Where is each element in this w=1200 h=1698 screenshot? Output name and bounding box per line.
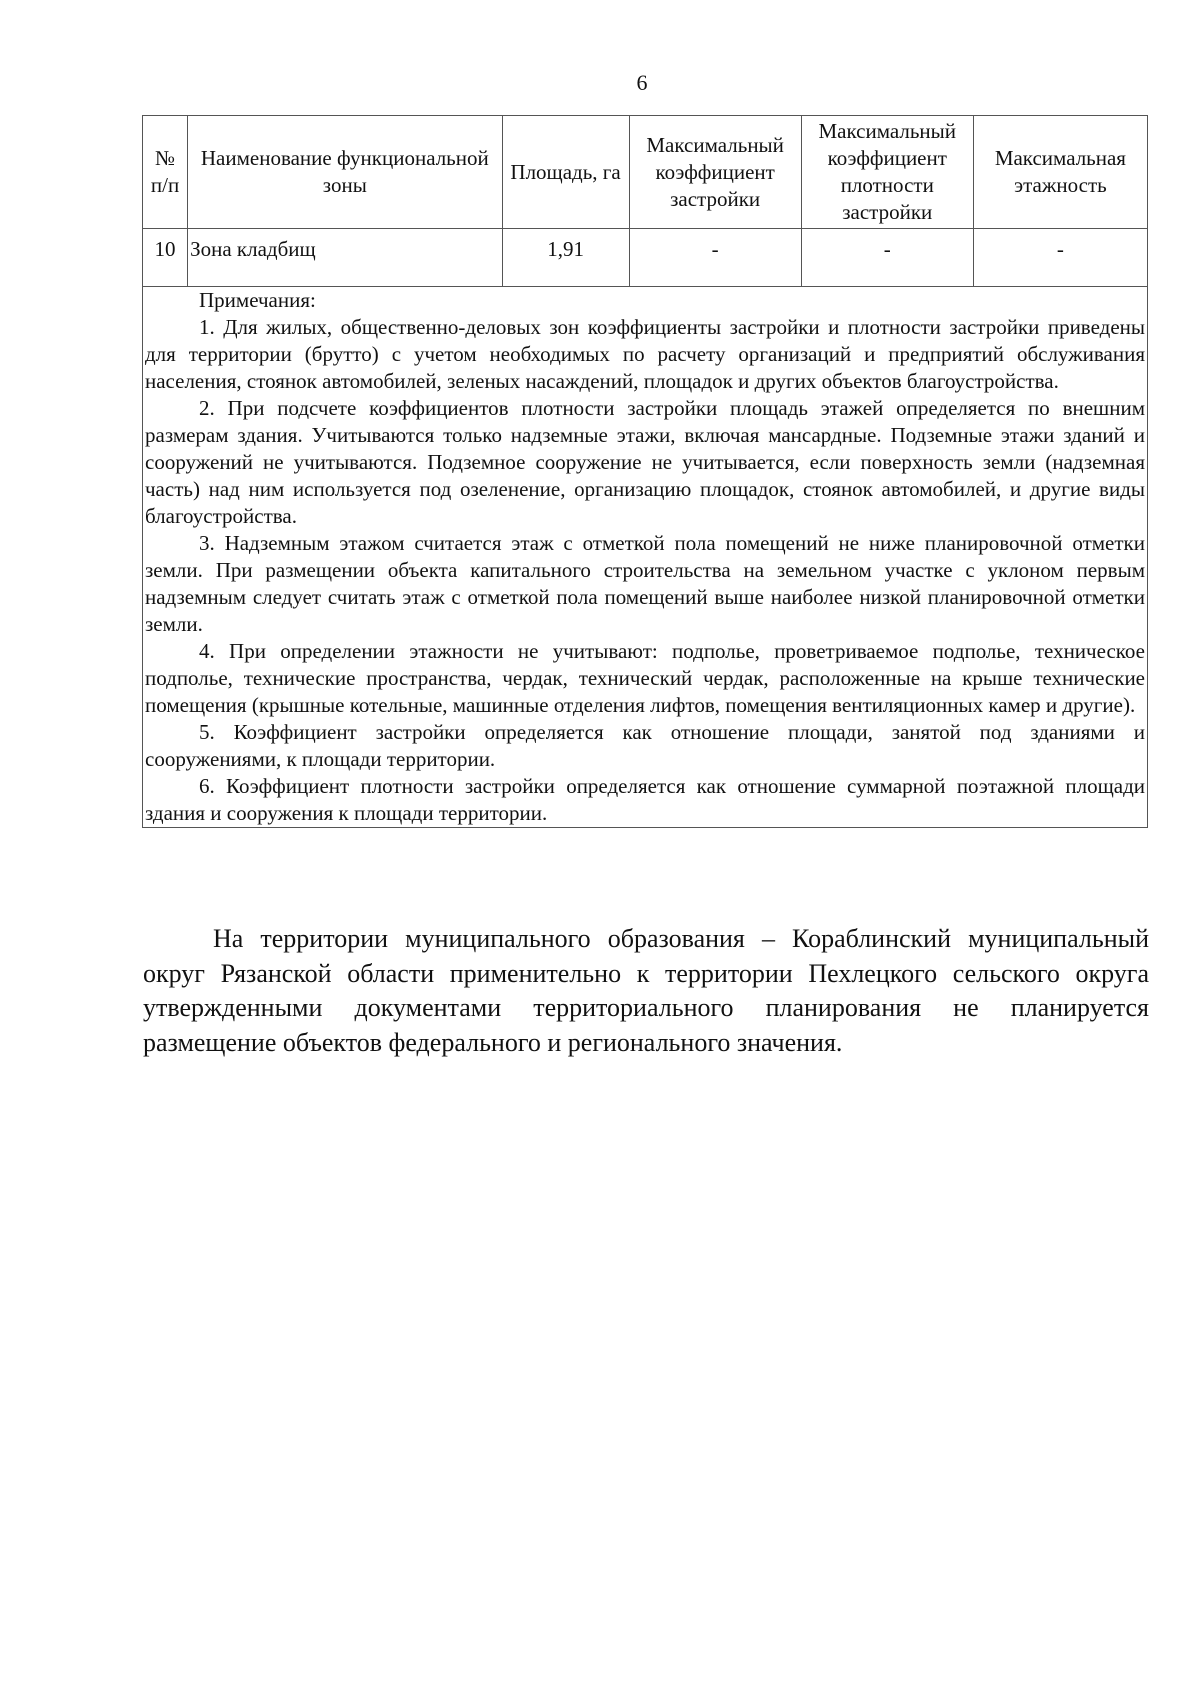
notes-row [143, 287, 1148, 828]
table-row [143, 229, 1148, 287]
note-item: 5. Коэффициент застройки определяется как отношение площади, занятой под зданиями и сооружениями, к площади территории. [145, 720, 1145, 771]
note-item: 3. Надземным этажом считается этаж с отметкой пола помещений не ниже планировочной отметки земли. При размещении объекта капитального строительства на земельном участке с уклоном первым надземным следует считать этаж с отметкой пола помещений выше наиболее низкой планировочной отметки земли. [145, 531, 1145, 636]
header-max-coverage-ratio: Максимальный коэффициент застройки [629, 116, 801, 229]
table-header-row [143, 116, 1148, 229]
functional-zones-table [142, 115, 1148, 828]
header-zone-name: Наименование функциональной зоны [188, 116, 503, 229]
notes-title: Примечания: [199, 288, 316, 312]
cell-area: 1,91 [502, 229, 629, 287]
page-number: 6 [636, 70, 648, 95]
note-item: 6. Коэффициент плотности застройки определяется как отношение суммарной поэтажной площади здания и сооружения к площади территории. [145, 774, 1145, 825]
header-area: Площадь, га [502, 116, 629, 229]
cell-max-floors: - [973, 229, 1147, 287]
note-item: 4. При определении этажности не учитывают: подполье, проветриваемое подполье, техническое подполье, технические пространства, чердак, технический чердак, расположенные на крыше технические помещения (крышные котельные, машинные отделения лифтов, помещения вентиляционных камер и другие). [145, 639, 1145, 717]
header-max-floors: Максимальная этажность [973, 116, 1147, 229]
cell-zone-name: Зона кладбищ [188, 229, 503, 287]
header-max-density-ratio: Максимальный коэффициент плотности застройки [801, 116, 973, 229]
body-paragraph: На территории муниципального образования – Кораблинский муниципальный округ Рязанской области применительно к территории Пехлецкого сельского округа утвержденными документами территориального планирования не планируется размещение объектов федерального и регионального значения. [143, 924, 1149, 1057]
note-item: 2. При подсчете коэффициентов плотности застройки площадь этажей определяется по внешним размерам здания. Учитываются только надземные этажи, включая мансардные. Подземные этажи зданий и сооружений не учитываются. Подземное сооружение не учитывается, если поверхность земли (надземная часть) над ним используется под озеленение, организацию площадок, стоянок автомобилей, и другие виды благоустройства. [145, 396, 1145, 528]
cell-max-density-ratio: - [801, 229, 973, 287]
note-item: 1. Для жилых, общественно-деловых зон коэффициенты застройки и плотности застройки приведены для территории (брутто) с учетом необходимых по расчету организаций и предприятий обслуживания населения, стоянок автомобилей, зеленых насаждений, площадок и других объектов благоустройства. [145, 315, 1145, 393]
cell-max-coverage-ratio: - [629, 229, 801, 287]
header-number: № п/п [143, 116, 188, 229]
cell-number: 10 [143, 229, 188, 287]
notes-cell [143, 287, 1148, 828]
